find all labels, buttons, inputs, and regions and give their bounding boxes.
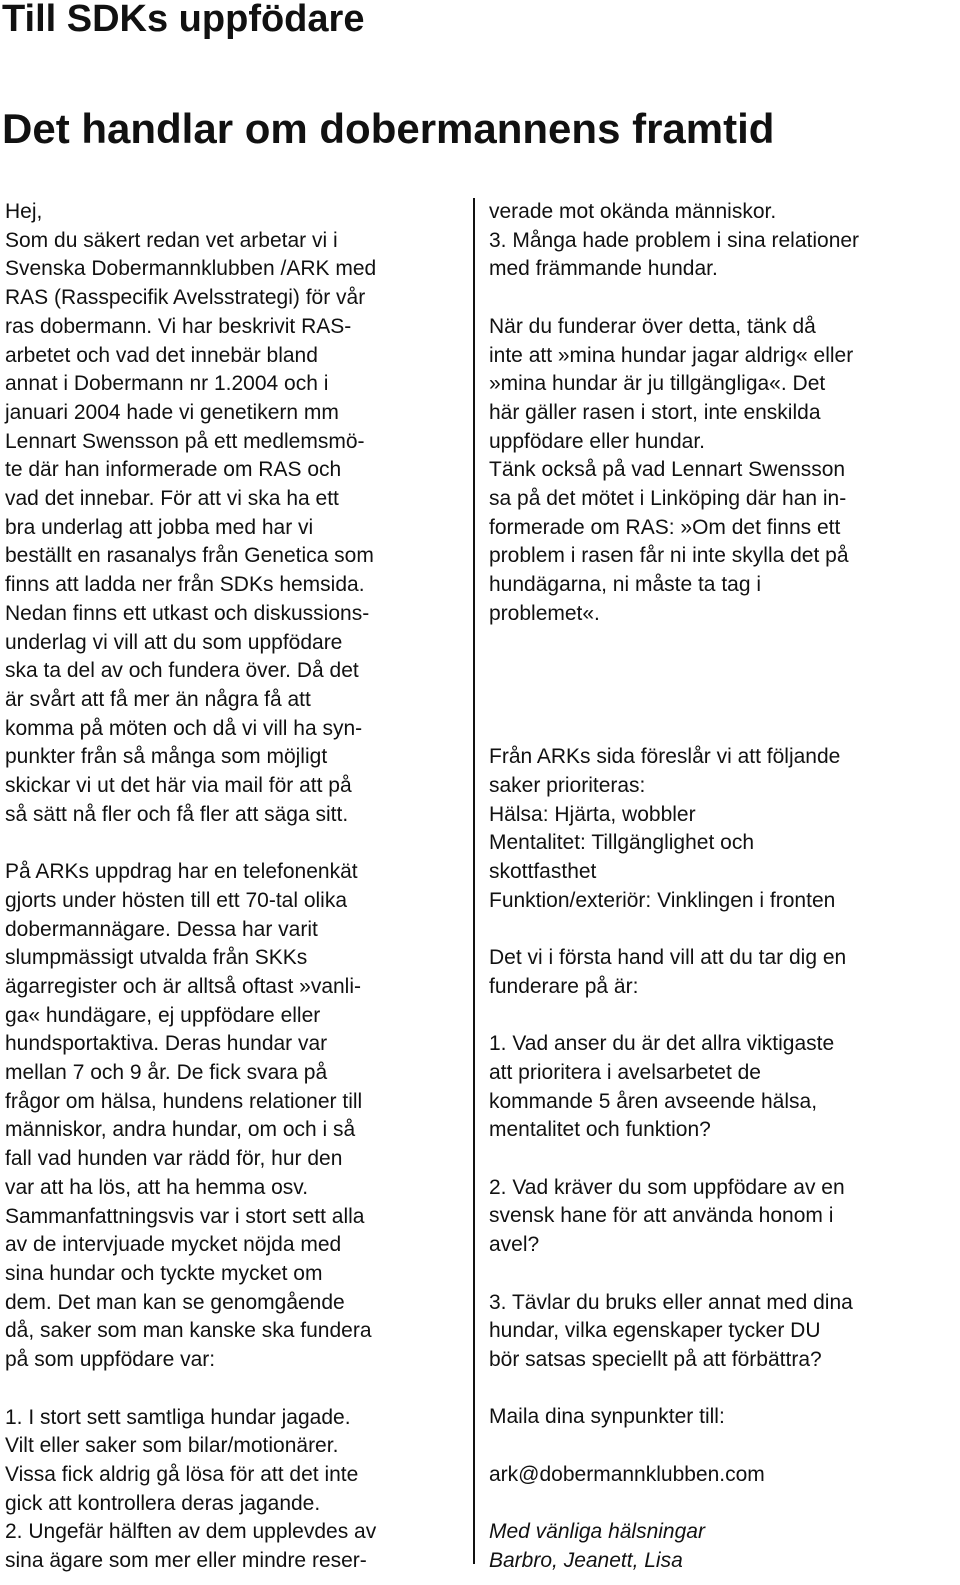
text-line: var att ha lös, att ha hemma osv. (5, 1175, 309, 1199)
text-line: bra underlag att jobba med har vi (5, 515, 314, 539)
text-line: kommande 5 åren avseende hälsa, (489, 1089, 818, 1113)
text-line: människor, andra hundar, om och i så (5, 1118, 356, 1142)
text-line: Från ARKs sida föreslår vi att följande (489, 745, 841, 769)
text-line: januari 2004 hade vi genetikern mm (5, 400, 339, 424)
text-line: gick att kontrollera deras jagande. (5, 1491, 321, 1515)
text-line: ägarregister och är alltså oftast »vanli- (5, 974, 362, 998)
text-line: uppfödare eller hundar. (489, 429, 705, 453)
text-line: fall vad hunden var rädd för, hur den (5, 1147, 343, 1171)
text-line: Hej, (5, 200, 43, 223)
text-line: punkter från så många som möjligt (5, 745, 328, 769)
text-line: frågor om hälsa, hundens relationer till (5, 1089, 363, 1113)
text-line: annat i Dobermann nr 1.2004 och i (5, 372, 329, 396)
text-line: att prioritera i avelsarbetet de (489, 1060, 761, 1084)
text-line: finns att ladda ner från SDKs hemsida. (5, 573, 365, 597)
text-line: Hälsa: Hjärta, wobbler (489, 802, 696, 826)
text-line: bör satsas speciellt på att förbättra? (489, 1347, 822, 1371)
text-line: Nedan finns ett utkast och diskussions- (5, 601, 370, 625)
text-line: 2. Ungefär hälften av dem upplevdes av (5, 1520, 377, 1544)
text-line: slumpmässigt utvalda från SKKs (5, 946, 308, 970)
paragraph-spacer (489, 1432, 957, 1461)
left-text-column (5, 198, 467, 1576)
text-line: problem i rasen får ni inte skylla det på (489, 544, 849, 568)
text-line: ga« hundägare, ej uppfödare eller (5, 1003, 321, 1027)
text-line: mellan 7 och 9 år. De fick svara på (5, 1061, 328, 1085)
text-line: av de intervjuade mycket nöjda med (5, 1233, 342, 1257)
paragraph-spacer (489, 1375, 957, 1404)
text-line: ska ta del av och fundera över. Då det (5, 659, 359, 683)
text-line: inte att »mina hundar jagar aldrig« eller (489, 343, 854, 367)
text-line: Vissa fick aldrig gå lösa för att det inte (5, 1462, 359, 1486)
paragraph-spacer (489, 1145, 957, 1174)
text-line: sina ägare som mer eller mindre reser- (5, 1549, 367, 1573)
text-line: När du funderar över detta, tänk då (489, 314, 816, 338)
paragraph-spacer (489, 284, 957, 313)
text-line: underlag vi vill att du som uppfödare (5, 630, 343, 654)
text-line: verade mot okända människor. (489, 200, 777, 223)
text-line: 3. Tävlar du bruks eller annat med dina (489, 1290, 853, 1314)
text-line: saker prioriteras: (489, 773, 646, 797)
paragraph-spacer (489, 1260, 957, 1289)
paragraph-spacer (489, 686, 957, 715)
document-subtitle: Det handlar om dobermannens framtid (2, 105, 775, 152)
text-line: Det vi i första hand vill att du tar dig en (489, 946, 847, 970)
paragraph-spacer (5, 1375, 467, 1404)
text-line: här gäller rasen i stort, inte enskilda (489, 400, 821, 424)
text-line: problemet«. (489, 601, 600, 625)
text-line: så sätt nå fler och få fler att säga sitt. (5, 802, 349, 826)
text-line: mentalitet och funktion? (489, 1118, 711, 1142)
contact-email-link[interactable]: ark@dobermannklubben.com (489, 1462, 765, 1486)
text-line: »mina hundar är ju tillgängliga«. Det (489, 372, 826, 396)
text-line: Med vänliga hälsningar (489, 1520, 705, 1544)
text-line: då, saker som man kanske ska fundera (5, 1319, 372, 1343)
document-title: Till SDKs uppfödare (2, 0, 365, 40)
text-line: sa på det mötet i Linköping där han in- (489, 487, 847, 511)
text-line: 1. Vad anser du är det allra viktigaste (489, 1032, 835, 1056)
text-line: Mentalitet: Tillgänglighet och (489, 831, 754, 855)
paragraph-spacer (489, 916, 957, 945)
text-line: beställt en rasanalys från Genetica som (5, 544, 374, 568)
paragraph-spacer (489, 1002, 957, 1031)
text-line: te där han informerade om RAS och (5, 458, 342, 482)
text-line: 3. Många hade problem i sina relationer (489, 228, 860, 252)
text-line: Funktion/exteriör: Vinklingen i fronten (489, 888, 836, 912)
right-text-column (489, 198, 957, 1576)
text-line: Lennart Swensson på ett medlemsmö- (5, 429, 365, 453)
text-line: På ARKs uppdrag har en telefonenkät (5, 860, 358, 884)
text-line: Vilt eller saker som bilar/motionärer. (5, 1434, 339, 1458)
text-line: 1. I stort sett samtliga hundar jagade. (5, 1405, 351, 1429)
text-line: arbetet och vad det innebär bland (5, 343, 318, 367)
text-line: svensk hane för att använda honom i (489, 1204, 834, 1228)
text-line: Sammanfattningsvis var i stort sett alla (5, 1204, 365, 1228)
text-line: dem. Det man kan se genomgående (5, 1290, 345, 1314)
text-line: hundsportaktiva. Deras hundar var (5, 1032, 328, 1056)
text-line: vad det innebar. För att vi ska ha ett (5, 487, 339, 511)
text-line: Maila dina synpunkter till: (489, 1405, 725, 1429)
text-line: formerade om RAS: »Om det finns ett (489, 515, 841, 539)
text-line: komma på möten och då vi vill ha syn- (5, 716, 363, 740)
text-line: är svårt att få mer än några få att (5, 687, 311, 711)
text-line: RAS (Rasspecifik Avelsstrategi) för vår (5, 286, 366, 310)
text-line: avel? (489, 1233, 540, 1257)
paragraph-spacer (5, 829, 467, 858)
paragraph-spacer (489, 715, 957, 744)
text-line: hundar, vilka egenskaper tycker DU (489, 1319, 821, 1343)
paragraph-spacer (489, 657, 957, 686)
text-line: skottfasthet (489, 860, 597, 884)
text-line: Svenska Dobermannklubben /ARK med (5, 257, 377, 281)
text-line: dobermannägare. Dessa har varit (5, 917, 318, 941)
text-line: 2. Vad kräver du som uppfödare av en (489, 1175, 845, 1199)
text-line: med främmande hundar. (489, 257, 718, 281)
text-line: ras dobermann. Vi har beskrivit RAS- (5, 314, 352, 338)
text-line: Barbro, Jeanett, Lisa (489, 1548, 683, 1572)
paragraph-spacer (489, 629, 957, 658)
text-line: Som du säkert redan vet arbetar vi i (5, 228, 338, 252)
column-divider (473, 198, 475, 1564)
text-line: funderare på är: (489, 974, 639, 998)
text-line: skickar vi ut det här via mail för att på (5, 774, 352, 798)
paragraph-spacer (489, 1489, 957, 1518)
text-line: sina hundar och tyckte mycket om (5, 1262, 323, 1285)
text-line: på som uppfödare var: (5, 1348, 216, 1372)
text-line: gjorts under hösten till ett 70-tal olika (5, 888, 348, 912)
text-line: hundägarna, ni måste ta tag i (489, 573, 762, 597)
text-line: Tänk också på vad Lennart Swensson (489, 458, 846, 482)
